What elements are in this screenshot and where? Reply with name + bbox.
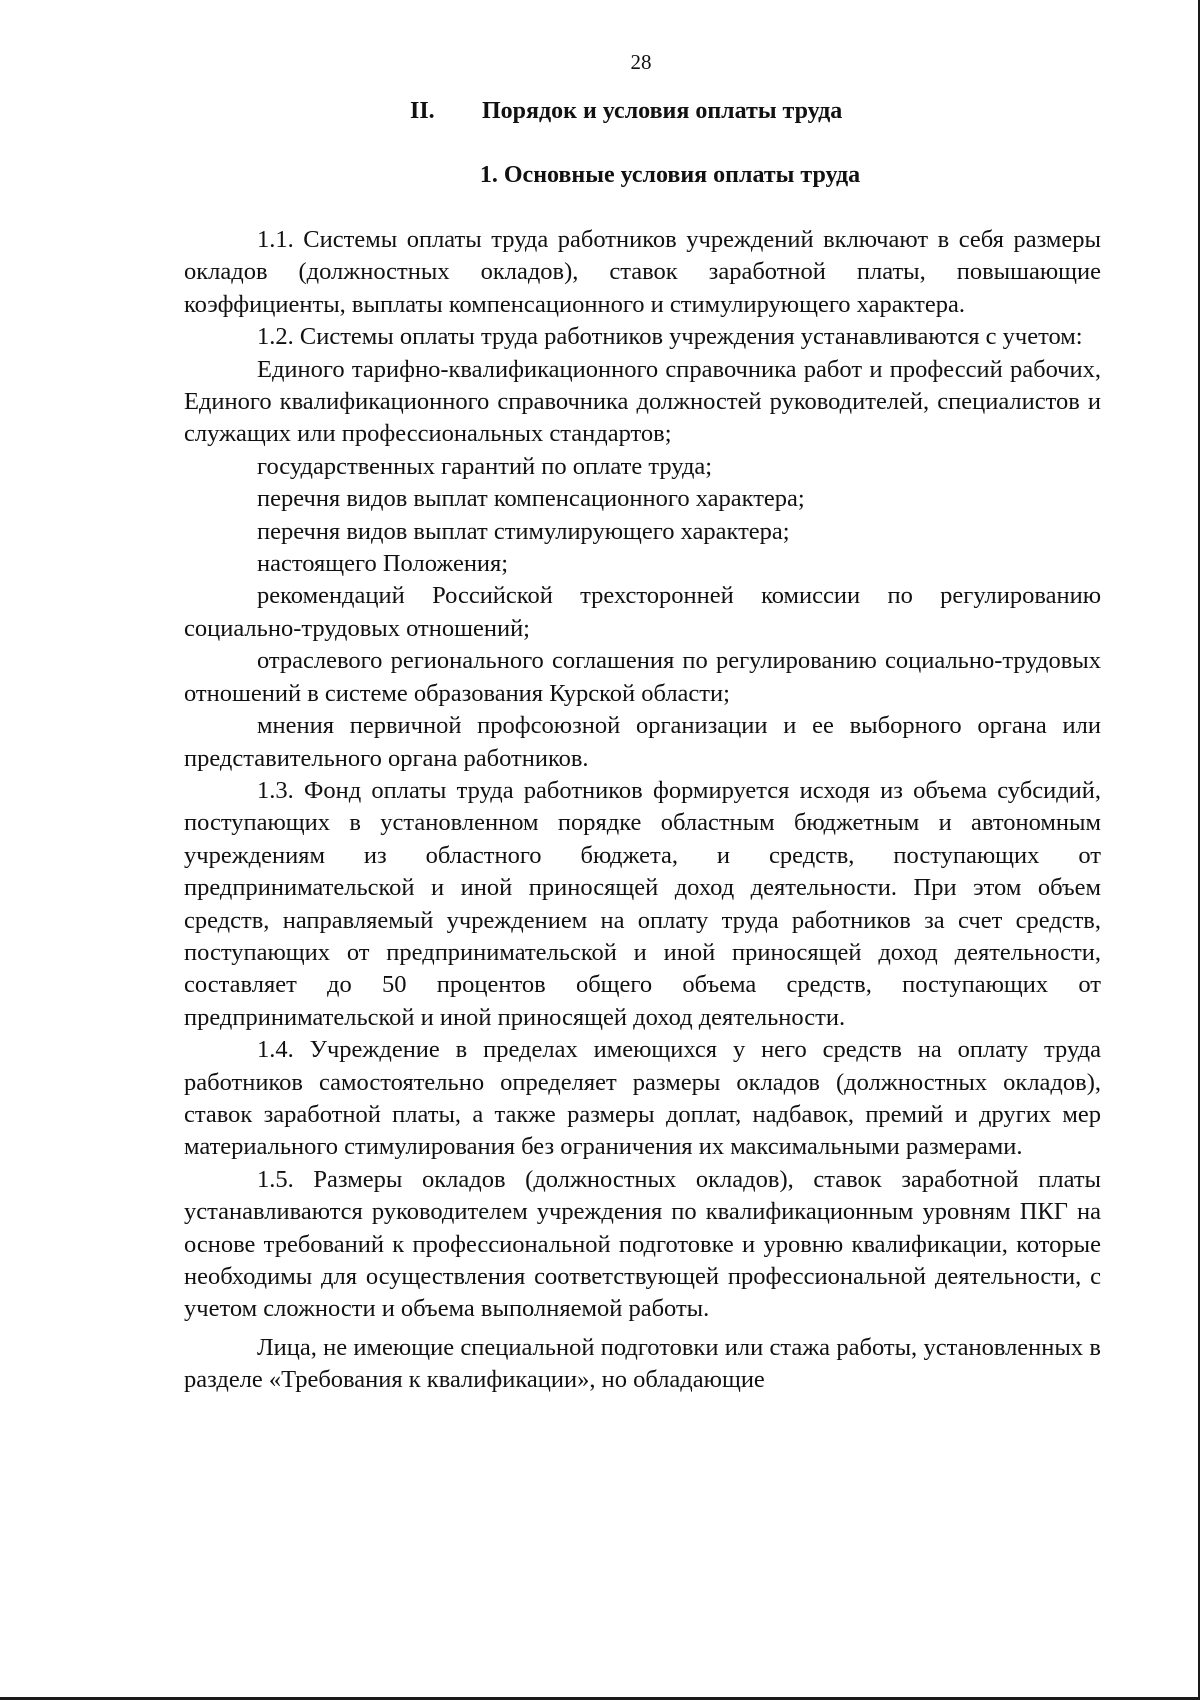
list-item-reference-books: Единого тарифно-квалификационного справочника работ и профессий рабочих, Единого квалификационного справочника должностей руководителей, специалистов и служащих или профессиональных стандартов; — [184, 355, 1101, 448]
paragraph-1-4: 1.4. Учреждение в пределах имеющихся у него средств на оплату труда работников самостоятельно определяет размеры окладов (должностных окладов), ставок заработной платы, а также размеры доплат, надбавок, премий и других мер материального стимулирования без ограничения их максимальными размерами. — [184, 1036, 1101, 1161]
section-heading — [410, 95, 842, 127]
subsection-heading: 1. Основные условия оплаты труда — [479, 162, 861, 188]
document-body — [184, 224, 1101, 1397]
list-item-this-regulation: настоящего Положения; — [257, 550, 509, 578]
section-number: II. — [410, 98, 435, 124]
section-title: Порядок и условия оплаты труда — [482, 98, 843, 124]
paragraph-1-2: 1.2. Системы оплаты труда работников учреждения устанавливаются с учетом: — [257, 323, 1083, 351]
list-item-regional-agreement: отраслевого регионального соглашения по регулированию социально-трудовых отношений в системе образования Курской области; — [184, 647, 1101, 707]
paragraph-1-5: 1.5. Размеры окладов (должностных окладов), ставок заработной платы устанавливаются руководителем учреждения по квалификационным уровням ПКГ на основе требований к профессиональной подготовке и уровню квалификации, которые необходимы для осуществления соответствующей профессиональной деятельности, с учетом сложности и объема выполняемой работы. — [184, 1165, 1101, 1323]
list-item-compensation-payments: перечня видов выплат компенсационного характера; — [257, 485, 805, 513]
list-item-tripartite-commission: рекомендаций Российской трехсторонней комиссии по регулированию социально-трудовых отношений; — [184, 582, 1101, 642]
list-item-state-guarantees: государственных гарантий по оплате труда; — [257, 452, 713, 480]
paragraph-1-3: 1.3. Фонд оплаты труда работников формируется исходя из объема субсидий, поступающих в установленном порядке областным бюджетным и автономным учреждениям из областного бюджета, и средств, поступающих от предпринимательской и иной приносящей доход деятельности. При этом объем средств, направляемый учреждением на оплату труда работников за счет средств, поступающих от предпринимательской и иной приносящей доход деятельности, составляет до 50 процентов общего объема средств, поступающих от предпринимательской и иной приносящей доход деятельности. — [184, 776, 1101, 1031]
page-number: 28 — [630, 50, 652, 74]
list-item-trade-union-opinion: мнения первичной профсоюзной организации и ее выборного органа или представительного органа работников. — [184, 712, 1101, 772]
paragraph-persons-without-training: Лица, не имеющие специальной подготовки или стажа работы, установленных в разделе «Требования к квалификации», но обладающие — [184, 1333, 1101, 1394]
list-item-incentive-payments: перечня видов выплат стимулирующего характера; — [257, 517, 790, 545]
paragraph-1-1: 1.1. Системы оплаты труда работников учреждений включают в себя размеры окладов (должностных окладов), ставок заработной платы, повышающие коэффициенты, выплаты компенсационного и стимулирующего характера. — [184, 226, 1101, 318]
